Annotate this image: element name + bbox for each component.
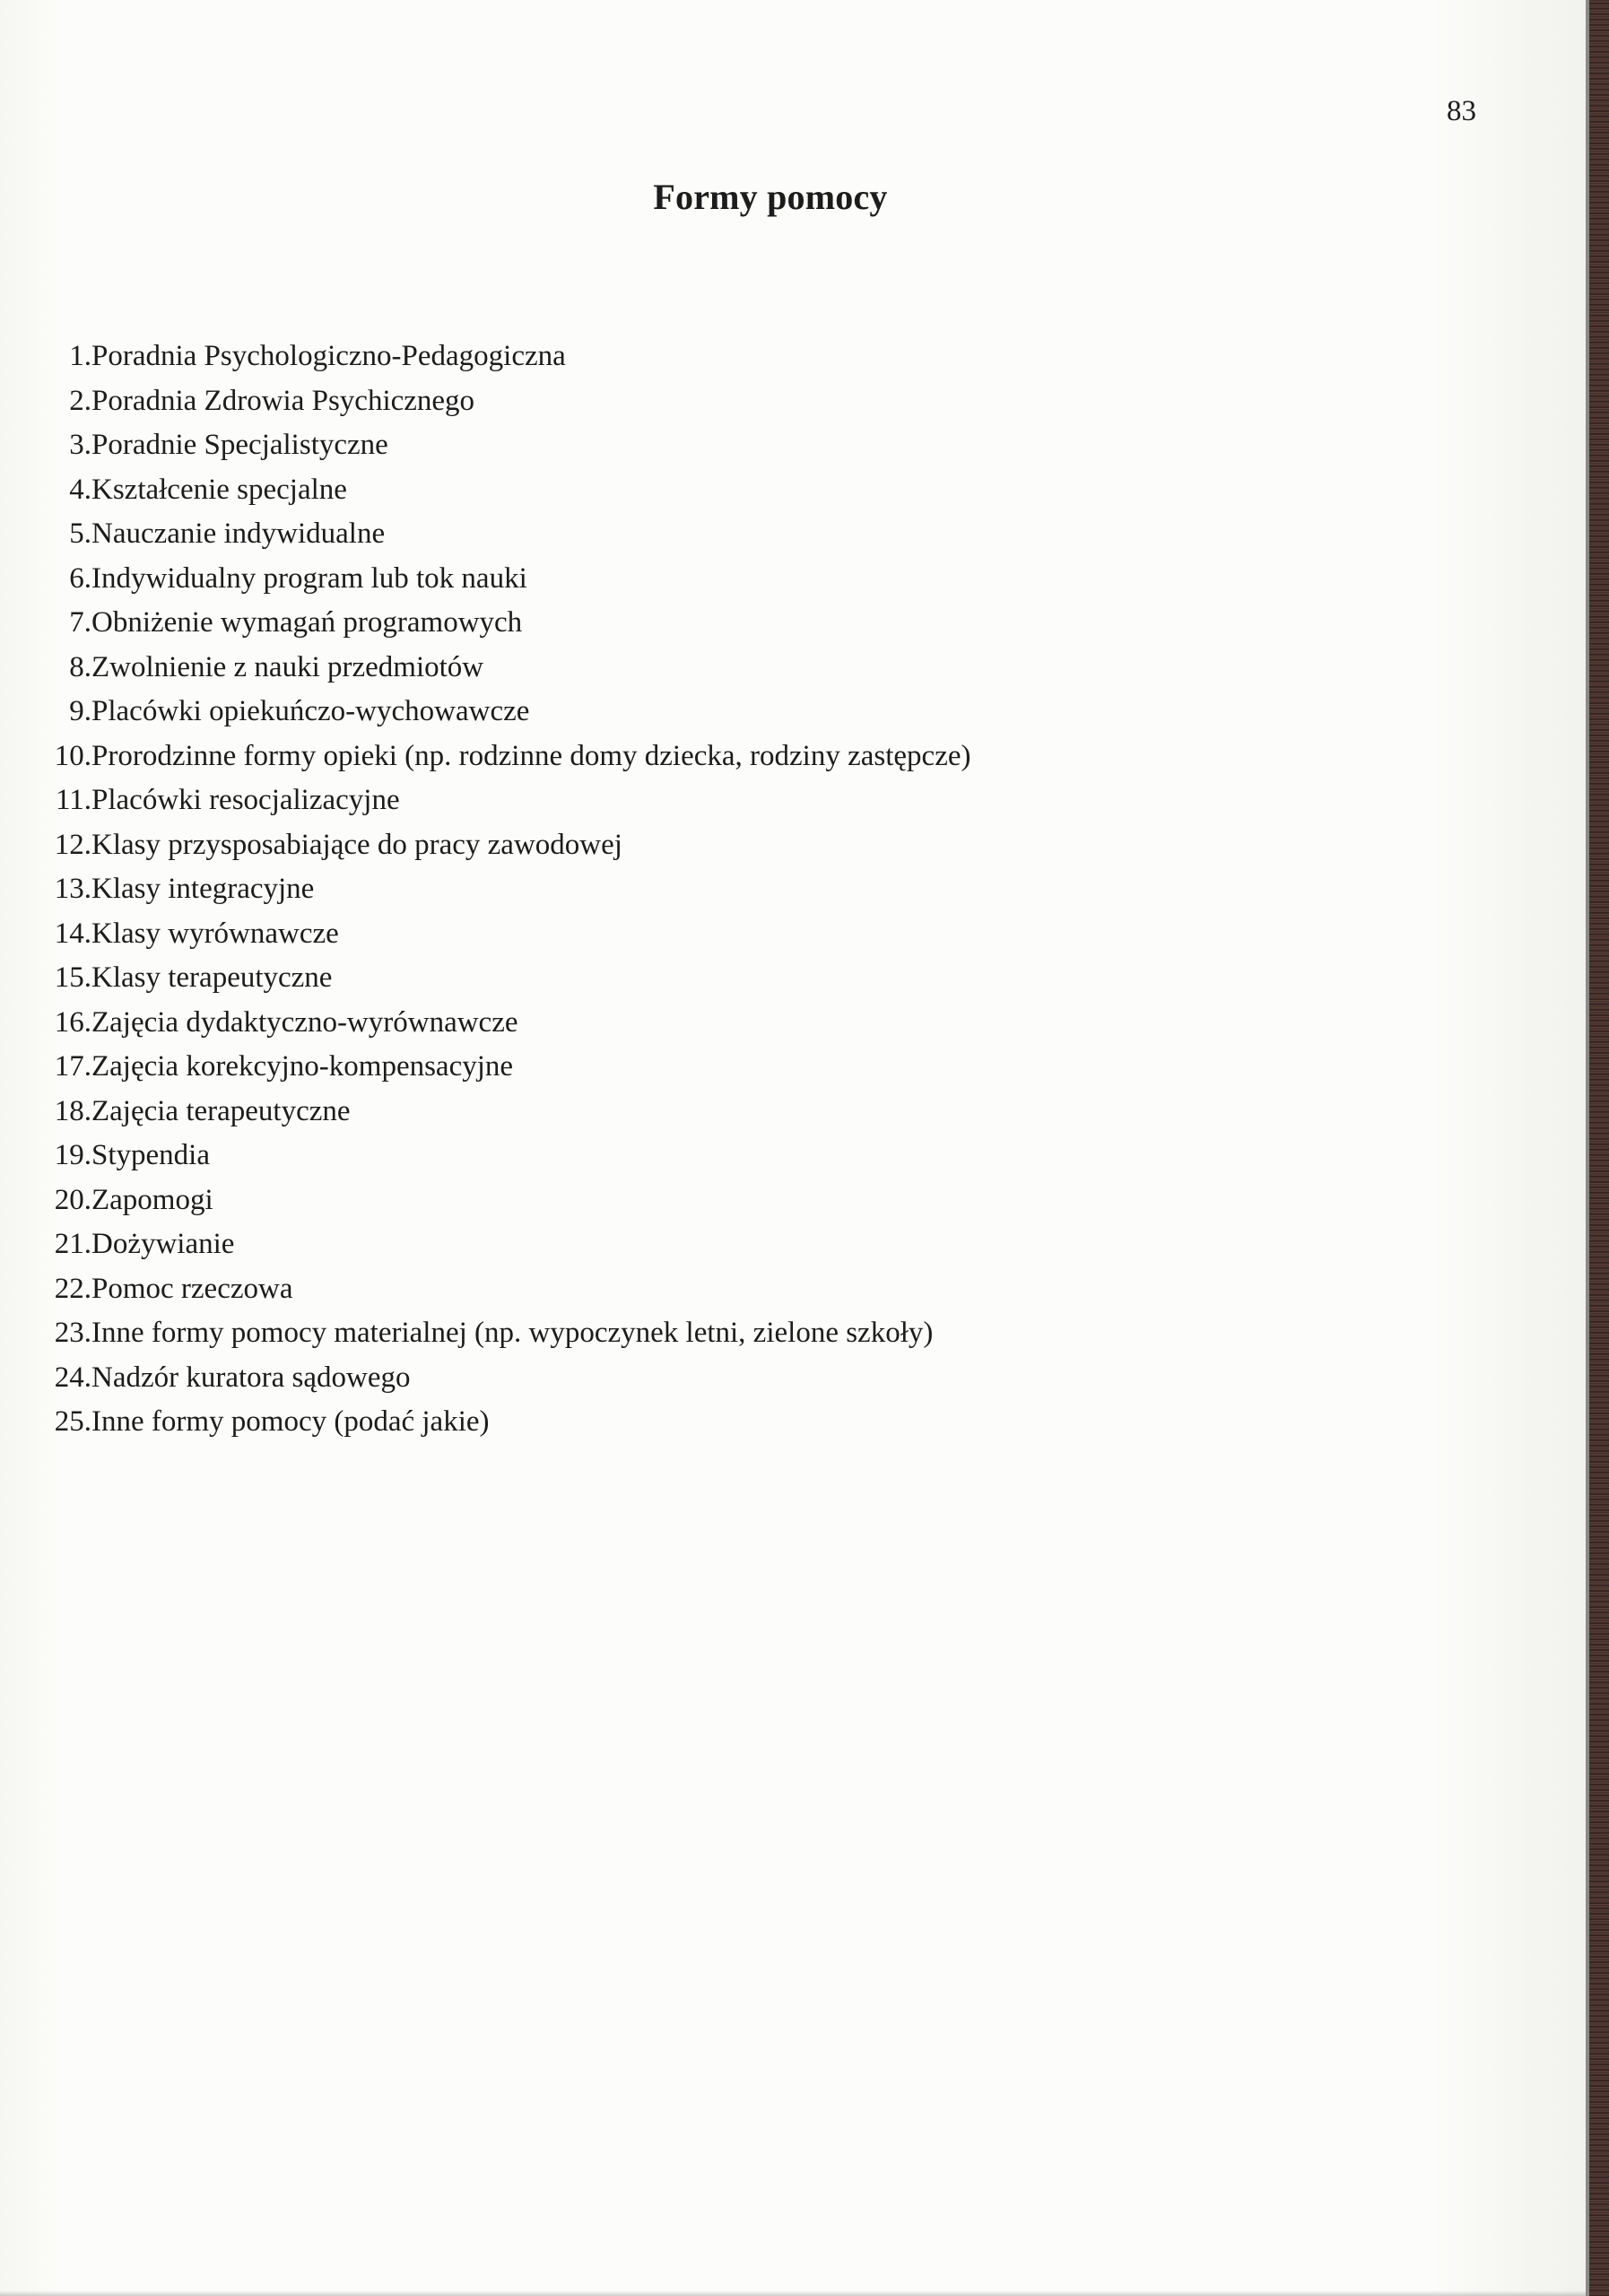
item-number: 15. [54, 961, 91, 994]
list-item [45, 1270, 970, 1315]
item-text: Pomoc rzeczowa [91, 1272, 293, 1305]
item-text: Prorodzinne formy opieki (np. rodzinne domy dziecka, rodziny zastępcze) [91, 739, 971, 772]
list-item [45, 826, 970, 871]
page-title: Formy pomocy [653, 177, 888, 217]
item-text: Klasy przysposabiające do pracy zawodowej [91, 828, 622, 861]
item-text: Placówki opiekuńczo-wychowawcze [91, 695, 530, 727]
item-number: 8. [69, 650, 91, 683]
page-number: 83 [1447, 95, 1476, 127]
item-number: 17. [54, 1050, 91, 1083]
list-item [45, 1048, 970, 1092]
item-text: Klasy terapeutyczne [91, 961, 333, 994]
list-item [45, 1403, 970, 1448]
list-item [45, 648, 970, 693]
list-item [45, 337, 970, 382]
book-binding-edge [1586, 0, 1609, 2296]
list-item [45, 604, 970, 648]
list-item [45, 959, 970, 1004]
item-text: Placówki resocjalizacyjne [91, 784, 400, 816]
item-text: Poradnia Zdrowia Psychicznego [91, 384, 475, 417]
list-item [45, 560, 970, 604]
page-bottom-shadow [0, 2291, 1586, 2296]
item-number: 22. [54, 1272, 91, 1305]
item-text: Zapomogi [91, 1183, 213, 1216]
item-text: Nauczanie indywidualne [91, 517, 386, 550]
item-number: 11. [55, 784, 91, 816]
list-item [45, 382, 970, 427]
item-number: 13. [54, 873, 91, 905]
list-item [45, 1359, 970, 1404]
item-number: 10. [54, 739, 91, 772]
item-number: 16. [54, 1005, 91, 1039]
item-text: Poradnie Specjalistyczne [91, 429, 388, 461]
list-item [45, 1225, 970, 1270]
item-text: Zwolnienie z nauki przedmiotów [91, 650, 484, 683]
item-text: Kształcenie specjalne [91, 473, 347, 506]
list-item [45, 1004, 970, 1048]
item-number: 1. [69, 340, 91, 372]
item-text: Inne formy pomocy (podać jakie) [91, 1405, 490, 1438]
item-number: 23. [54, 1317, 91, 1349]
list-item [45, 471, 970, 516]
item-text: Poradnia Psychologiczno-Pedagogiczna [91, 340, 566, 372]
item-number: 18. [54, 1094, 91, 1127]
item-number: 20. [54, 1183, 91, 1216]
list-item [45, 692, 970, 737]
item-text: Zajęcia dydaktyczno-wyrównawcze [91, 1005, 518, 1039]
list-item [45, 870, 970, 915]
item-text: Zajęcia terapeutyczne [91, 1094, 351, 1127]
item-text: Inne formy pomocy materialnej (np. wypoczynek letni, zielone szkoły) [91, 1317, 934, 1349]
list-item [45, 1092, 970, 1137]
item-number: 25. [54, 1405, 91, 1438]
item-number: 6. [69, 561, 91, 595]
list-item [45, 1136, 970, 1181]
item-number: 12. [54, 828, 91, 861]
item-number: 5. [69, 517, 91, 550]
item-text: Zajęcia korekcyjno-kompensacyjne [91, 1050, 514, 1083]
item-number: 21. [54, 1228, 91, 1260]
item-number: 14. [54, 917, 91, 950]
list-item [45, 915, 970, 960]
item-number: 24. [54, 1361, 91, 1394]
item-number: 9. [69, 695, 91, 727]
list-item [45, 1181, 970, 1226]
item-number: 4. [69, 473, 91, 506]
item-text: Klasy wyrównawcze [91, 917, 339, 950]
help-forms-list [45, 337, 970, 1448]
item-text: Dożywianie [91, 1228, 235, 1260]
list-item [45, 515, 970, 560]
item-number: 2. [69, 384, 91, 417]
item-text: Stypendia [91, 1139, 210, 1171]
item-text: Indywidualny program lub tok nauki [91, 561, 527, 595]
list-item [45, 1314, 970, 1359]
list-item [45, 737, 970, 782]
item-text: Obniżenie wymagań programowych [91, 606, 523, 639]
list-item [45, 781, 970, 826]
item-number: 3. [69, 429, 91, 461]
item-number: 7. [69, 606, 91, 639]
list-item [45, 426, 970, 471]
item-text: Nadzór kuratora sądowego [91, 1361, 411, 1394]
item-number: 19. [54, 1139, 91, 1171]
item-text: Klasy integracyjne [91, 873, 315, 905]
